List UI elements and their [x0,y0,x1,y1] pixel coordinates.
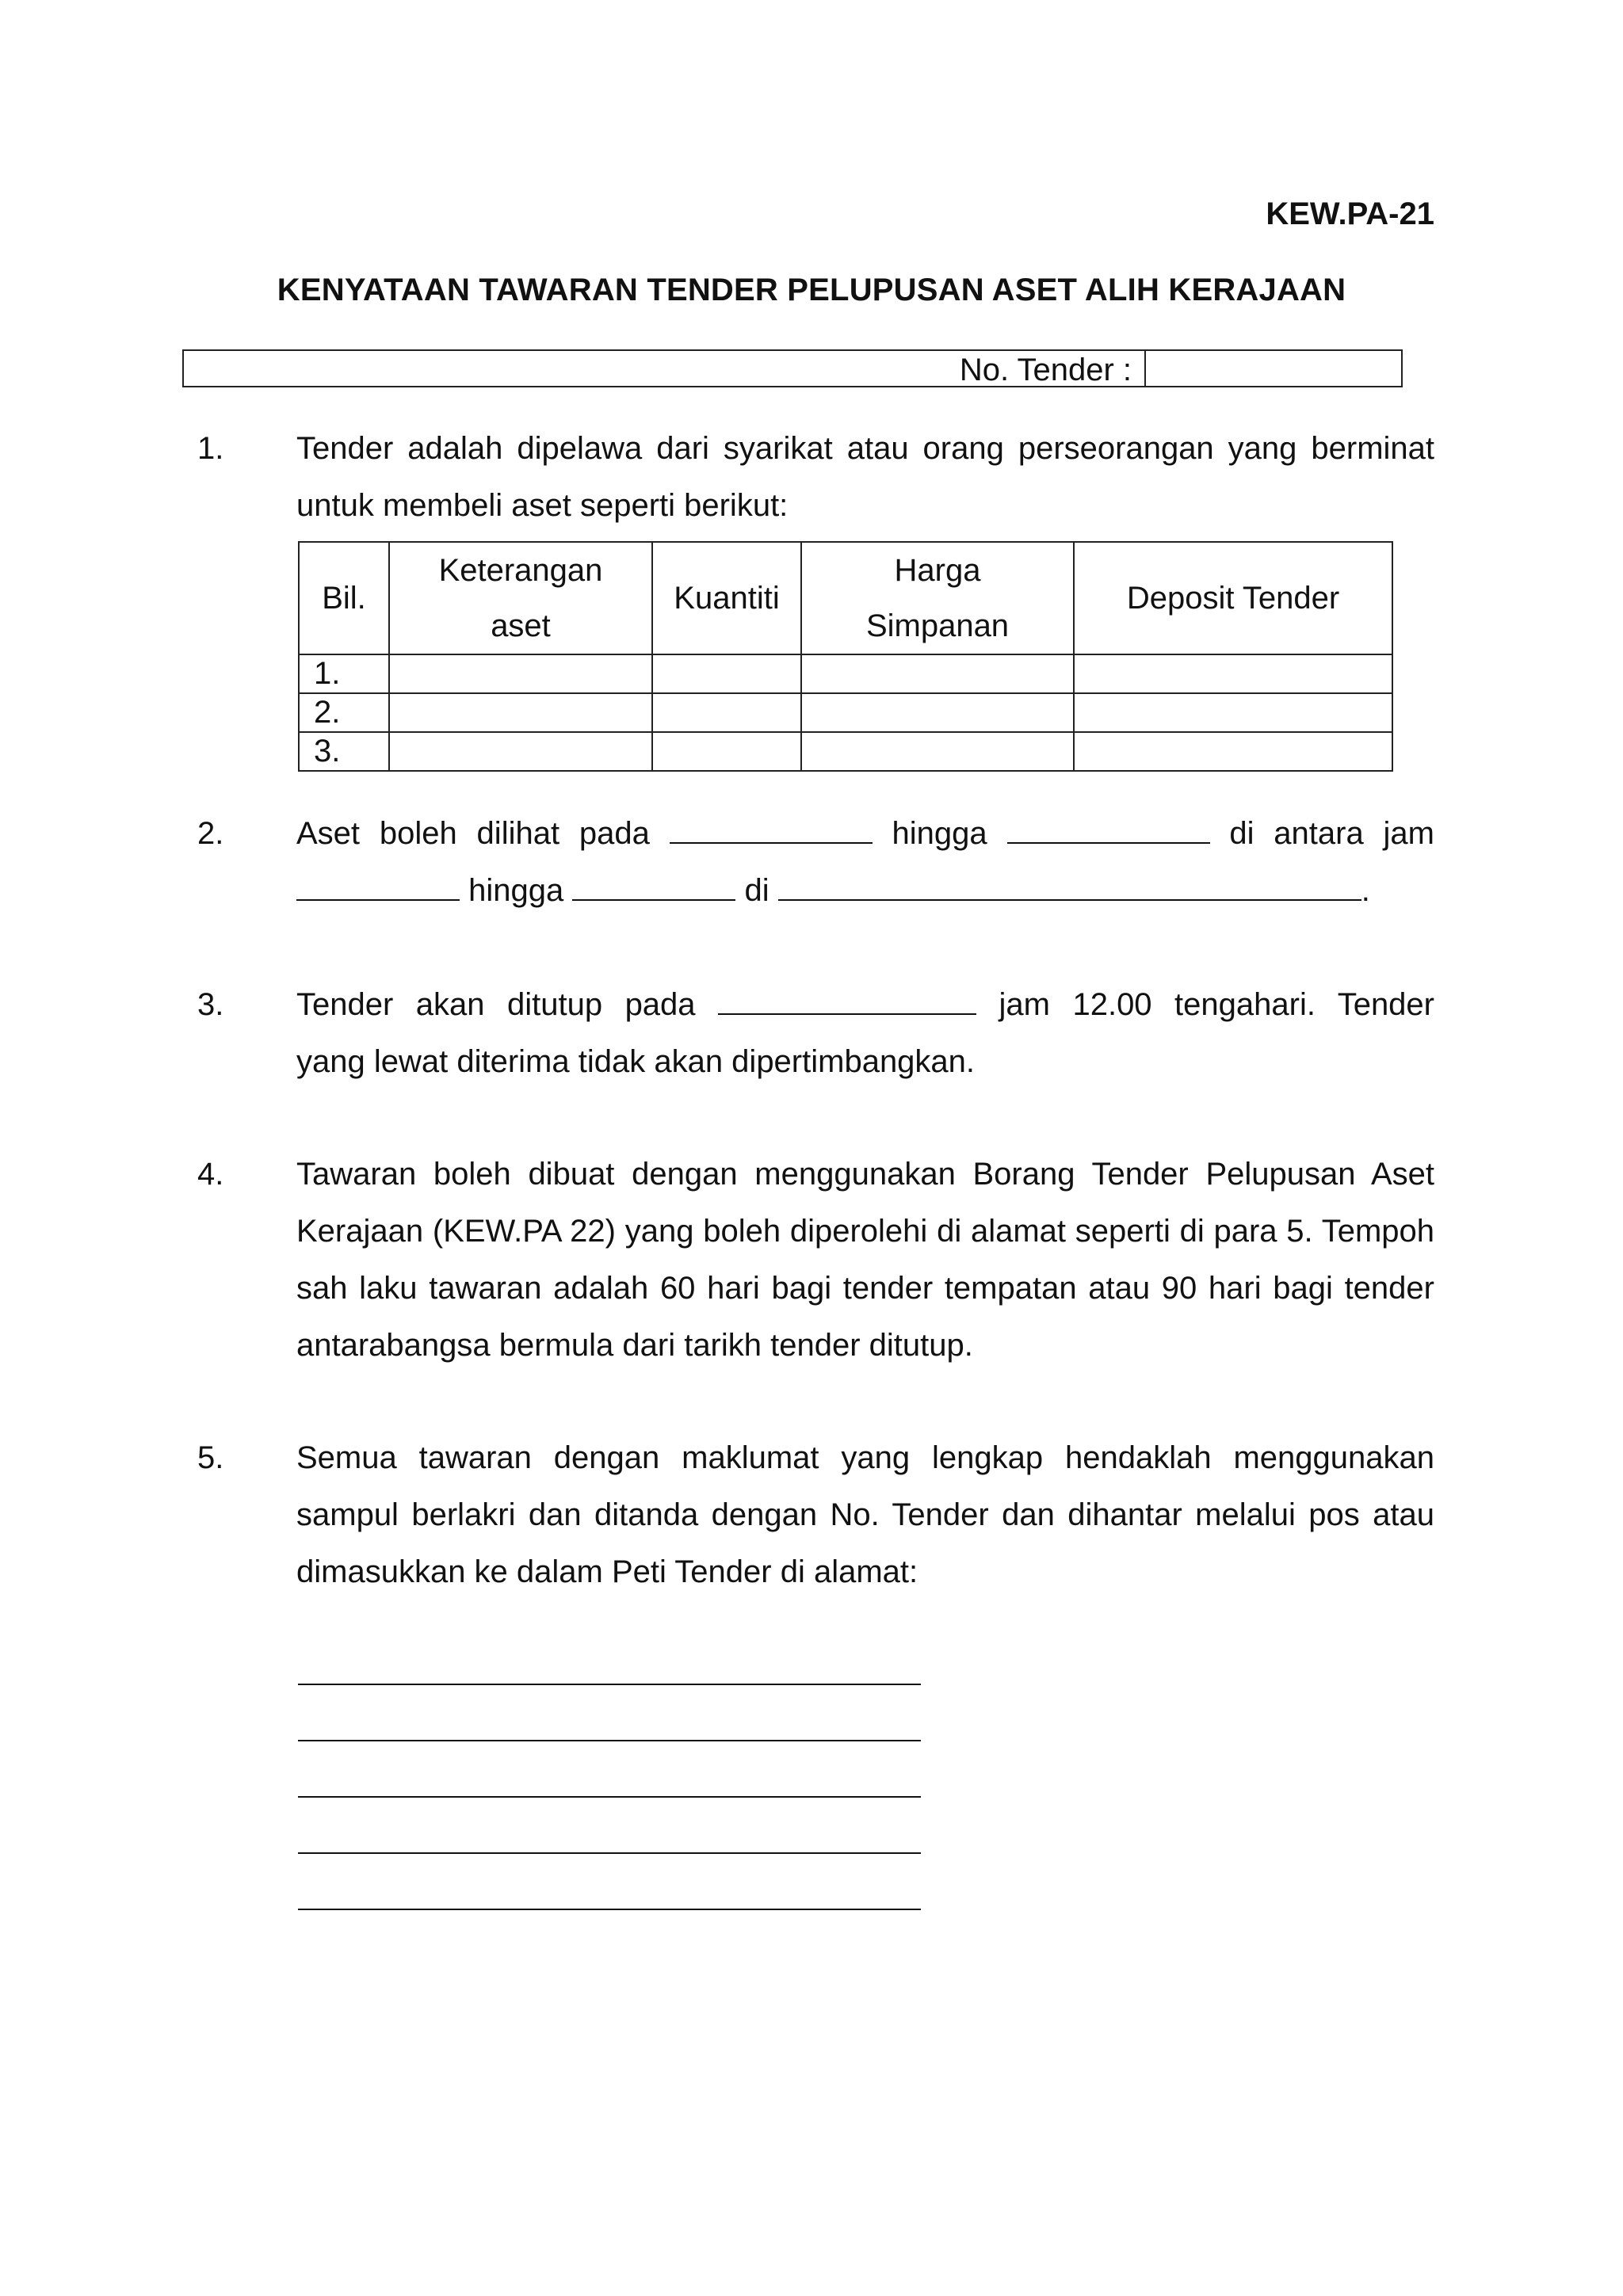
harga-cell[interactable] [801,654,1074,693]
kuantiti-cell[interactable] [652,732,801,771]
view-location-blank[interactable] [778,869,1361,901]
harga-cell[interactable] [801,693,1074,732]
item-3-line-2: yang lewat diterima tidak akan dipertimbangkan. [296,1044,976,1079]
page-title: KENYATAAN TAWARAN TENDER PELUPUSAN ASET ALIH KERAJAAN [277,273,1346,307]
item-2-text-b: hingga [892,816,987,851]
item-5-text: Semua tawaran dengan maklumat yang lengkap hendaklah menggunakan sampul berlakri dan ditanda dengan No. Tender dan dihantar melalui pos atau dimasukkan ke dalam Peti Tender di alamat: [296,1440,1434,1589]
row-number: 1. [299,654,389,693]
header-harga-line-1: Harga [894,553,981,588]
header-keterangan [389,542,652,654]
header-keterangan-line-1: Keterangan [438,553,603,588]
keterangan-cell[interactable] [389,732,652,771]
header-kuantiti: Kuantiti [652,542,801,654]
keterangan-cell[interactable] [389,654,652,693]
item-4-number: 4. [197,1157,224,1192]
view-start-date-blank[interactable] [670,812,873,844]
item-1-number: 1. [197,431,224,466]
asset-table [298,541,1393,772]
table-row [299,732,1392,771]
item-3-text-b: jam 12.00 tengahari. Tender [999,987,1434,1022]
item-1-line-2: untuk membeli aset seperti berikut: [296,488,789,523]
table-row [299,693,1392,732]
tender-number-field[interactable] [1144,349,1401,387]
tender-number-row [182,349,1403,387]
row-number: 3. [299,732,389,771]
closing-date-blank[interactable] [718,983,976,1015]
header-bil: Bil. [299,542,389,654]
deposit-cell[interactable] [1074,654,1392,693]
item-2-line-2 [296,862,1434,919]
item-1-text [296,420,1434,534]
form-code: KEW.PA-21 [1266,196,1434,231]
item-3-number: 3. [197,987,224,1022]
item-3-text [296,976,1434,1090]
table-row [299,654,1392,693]
item-2-text-f: . [1361,873,1370,908]
address-line-5[interactable] [298,1909,921,1910]
item-3-text-a: Tender akan ditutup pada [296,987,696,1022]
header-harga-line-2: Simpanan [865,608,1010,643]
item-4-text: Tawaran boleh dibuat dengan menggunakan Borang Tender Pelupusan Aset Kerajaan (KEW.PA 22) yang boleh diperolehi di alamat seperti di para 5. Tempoh sah laku tawaran adalah 60 hari bagi tender tempatan atau 90 hari bagi tender antarabangsa bermula dari tarikh tender ditutup. [296,1157,1434,1363]
address-line-2[interactable] [298,1740,921,1741]
tender-number-label: No. Tender : [959,353,1132,387]
deposit-cell[interactable] [1074,693,1392,732]
address-line-4[interactable] [298,1852,921,1854]
item-2-line-1 [296,805,1434,862]
item-1-line-1: Tender adalah dipelawa dari syarikat atau orang perseorangan yang berminat [296,431,1434,466]
item-3-line-1 [296,976,1434,1033]
header-keterangan-line-2: aset [491,608,551,643]
item-2-number: 2. [197,816,224,851]
view-start-time-blank[interactable] [296,869,460,901]
view-end-time-blank[interactable] [572,869,735,901]
header-deposit: Deposit Tender [1074,542,1392,654]
address-line-3[interactable] [298,1796,921,1798]
row-number: 2. [299,693,389,732]
kuantiti-cell[interactable] [652,693,801,732]
item-5-number: 5. [197,1440,224,1475]
harga-cell[interactable] [801,732,1074,771]
table-header-row [299,542,1392,654]
item-2-text [296,805,1434,919]
item-2-text-c: di antara jam [1229,816,1434,851]
view-end-date-blank[interactable] [1007,812,1210,844]
kuantiti-cell[interactable] [652,654,801,693]
item-2-text-e: di [744,873,769,908]
item-2-text-a: Aset boleh dilihat pada [296,816,650,851]
deposit-cell[interactable] [1074,732,1392,771]
keterangan-cell[interactable] [389,693,652,732]
item-2-text-d: hingga [468,873,564,908]
address-line-1[interactable] [298,1684,921,1685]
header-harga [801,542,1074,654]
